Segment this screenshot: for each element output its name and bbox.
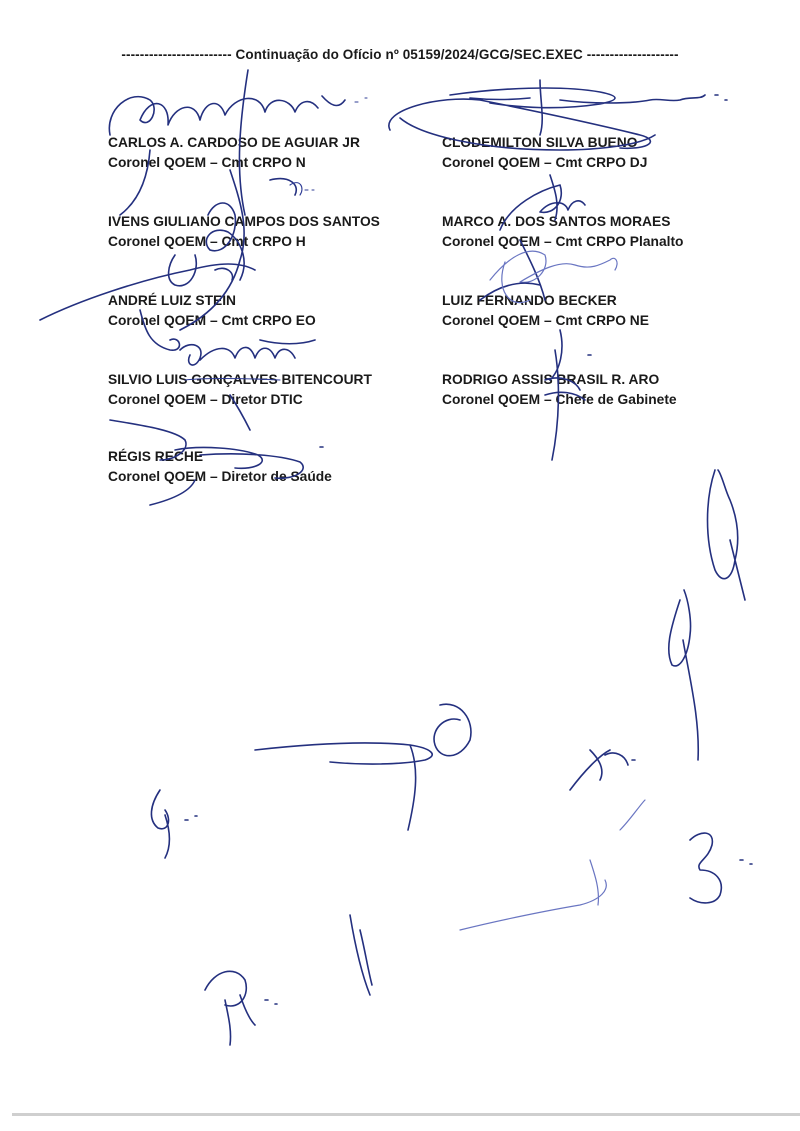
signature-stroke xyxy=(708,470,746,600)
signature-stroke xyxy=(290,183,314,195)
signatory-block xyxy=(442,133,647,173)
signature-stroke xyxy=(355,98,367,102)
signature-stroke xyxy=(205,971,277,1045)
signatory-block xyxy=(108,212,380,252)
signatory-name: ANDRÉ LUIZ STEIN xyxy=(108,293,237,308)
signature-stroke xyxy=(669,590,699,760)
signature-stroke xyxy=(570,750,635,790)
signature-stroke xyxy=(460,800,645,930)
signatory-name: SILVIO LUIS GONÇALVES BITENCOURT xyxy=(108,372,372,387)
signatory-role: Coronel QOEM – Cmt CRPO Planalto xyxy=(442,234,684,249)
signatory-block xyxy=(442,212,683,252)
signatory-role: Coronel QOEM – Cmt CRPO NE xyxy=(442,313,649,328)
signatory-block xyxy=(108,370,372,410)
signatory-role: Coronel QOEM – Cmt CRPO EO xyxy=(108,313,316,328)
signatory-name: IVENS GIULIANO CAMPOS DOS SANTOS xyxy=(108,214,380,229)
signature-stroke xyxy=(350,915,372,995)
signature-stroke xyxy=(690,833,752,903)
signatory-block xyxy=(442,291,649,331)
signature-stroke xyxy=(151,790,197,858)
signatory-block xyxy=(442,370,677,410)
signature-stroke xyxy=(255,704,471,830)
signatory-name: MARCO A. DOS SANTOS MORAES xyxy=(442,214,671,229)
signatory-name: RODRIGO ASSIS BRASIL R. ARO xyxy=(442,372,660,387)
signatory-role: Coronel QOEM – Cmt CRPO H xyxy=(108,234,306,249)
signatory-role: Coronel QOEM – Diretor de Saúde xyxy=(108,469,332,484)
signatory-role: Coronel QOEM – Cmt CRPO N xyxy=(108,155,306,170)
page-bottom-edge xyxy=(12,1113,800,1116)
page-header: ------------------------ Continuação do Ofício nº 05159/2024/GCG/SEC.EXEC -------------------- xyxy=(121,47,679,62)
signatory-name: LUIZ FERNANDO BECKER xyxy=(442,293,617,308)
signatory-block xyxy=(108,447,332,487)
signatory-role: Coronel QOEM – Cmt CRPO DJ xyxy=(442,155,648,170)
signatory-role: Coronel QOEM – Chefe de Gabinete xyxy=(442,392,677,407)
signatory-block xyxy=(108,291,316,331)
signatory-block xyxy=(108,133,360,173)
signatory-name: CLODEMILTON SILVA BUENO xyxy=(442,135,638,150)
signatory-name: RÉGIS RECHE xyxy=(108,449,204,464)
signatory-role: Coronel QOEM – Diretor DTIC xyxy=(108,392,303,407)
signatory-name: CARLOS A. CARDOSO DE AGUIAR JR xyxy=(108,135,360,150)
signature-stroke xyxy=(490,251,617,282)
